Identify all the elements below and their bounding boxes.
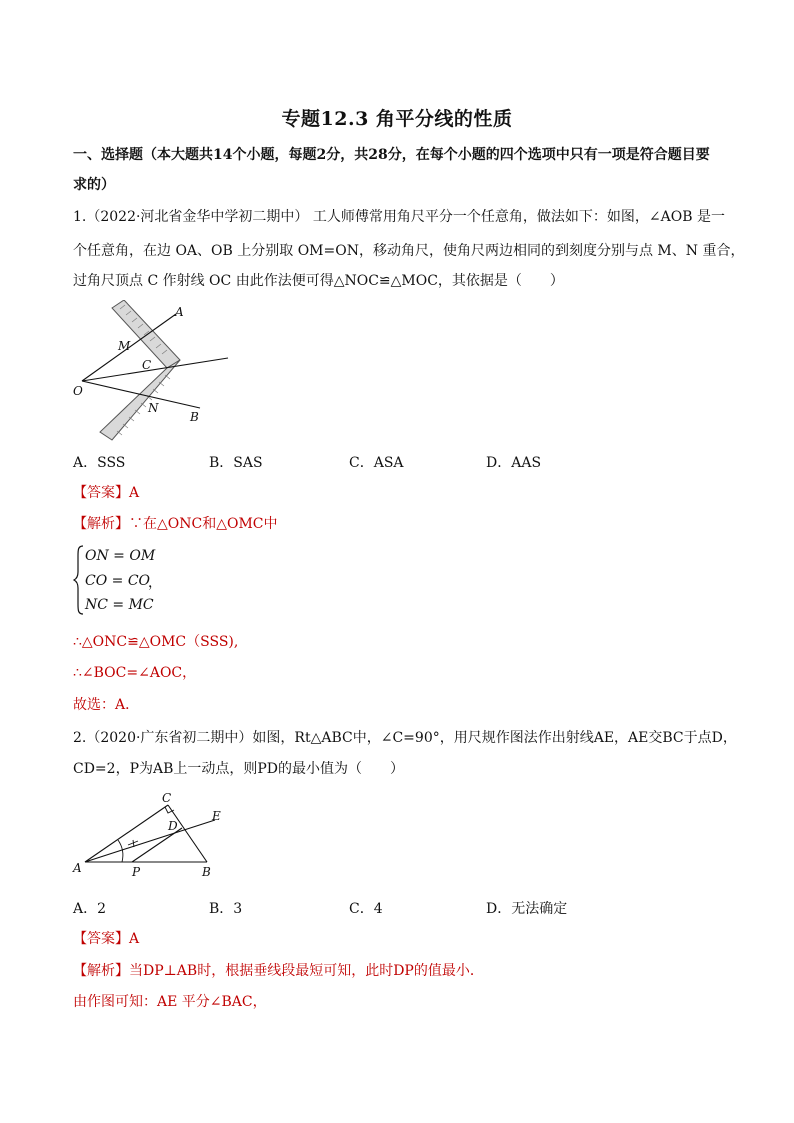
label-b: B <box>202 865 211 879</box>
section-heading-line2: 求的） <box>73 177 115 193</box>
q1-stem-line3: 过角尺顶点 C 作射线 OC 由此作法便可得△NOC≌△MOC，其依据是（ ） <box>73 273 564 289</box>
q2-option-b: B．3 <box>209 901 243 917</box>
label-n: N <box>148 401 159 415</box>
label-m: M <box>118 339 131 353</box>
q2-option-a: A．2 <box>73 901 107 917</box>
q2-analysis-2: 由作图可知：AE 平分∠BAC， <box>73 994 267 1010</box>
q1-stem-line2: 个任意角，在边 OA、OB 上分别取 OM=ON，移动角尺，使角尺两边相同的到刻度分别与点 M、N 重合， <box>73 243 745 259</box>
q1-equation-system <box>73 544 193 616</box>
q2-stem-line1: 2.（2020·广东省初二期中）如图，Rt△ABC中，∠C=90°，用尺规作图法作出射线AE，AE交BC于点D， <box>73 730 737 746</box>
q1-conclusion-1: ∴△ONC≌△OMC（SSS), <box>73 634 239 650</box>
q1-figure <box>70 300 230 445</box>
q1-stem-line1: 1.（2022·河北省金华中学初二期中） 工人师傅常用角尺平分一个任意角，做法如下：如图，∠AOB 是一 <box>73 209 725 225</box>
q1-analysis-intro: 【解析】∵在△ONC和△OMC中 <box>73 516 278 532</box>
q2-option-d: D．无法确定 <box>486 901 568 917</box>
q1-option-d: D．AAS <box>486 455 542 471</box>
brace-symbol <box>73 544 85 616</box>
q2-figure <box>70 790 230 880</box>
label-a: A <box>73 861 82 875</box>
q1-choose: 故选：A． <box>73 697 140 713</box>
q1-option-a: A．SSS <box>73 455 126 471</box>
q2-stem-line2: CD=2，P为AB上一动点，则PD的最小值为（ ） <box>73 761 405 777</box>
label-e: E <box>212 809 221 823</box>
q1-conclusion-2: ∴∠BOC=∠AOC， <box>73 665 197 681</box>
q1-option-b: B．SAS <box>209 455 263 471</box>
label-o: O <box>73 384 83 398</box>
side-ac <box>85 805 168 862</box>
system-comma: ， <box>148 575 162 591</box>
q1-answer: 【答案】A <box>73 485 140 501</box>
q2-analysis-1: 【解析】当DP⊥AB时，根据垂线段最短可知，此时DP的值最小． <box>73 963 484 979</box>
page-title: 专题12.3 角平分线的性质 <box>281 108 513 130</box>
label-d: D <box>168 819 178 833</box>
carpenter-square <box>100 300 180 440</box>
q2-option-c: C．4 <box>349 901 383 917</box>
label-p: P <box>132 865 141 879</box>
label-c: C <box>162 791 172 805</box>
system-row-3: NC = MC <box>85 597 154 613</box>
ray-ae <box>85 820 215 862</box>
system-row-2: CO = CO <box>85 573 151 589</box>
q2-answer: 【答案】A <box>73 931 140 947</box>
segment-pd <box>132 828 182 862</box>
label-a: A <box>175 305 184 319</box>
system-row-1: ON = OM <box>85 548 156 564</box>
ray-oc <box>82 358 228 381</box>
section-heading-line1: 一、选择题（本大题共14个小题，每题2分，共28分，在每个小题的四个选项中只有一项是符合题目要 <box>73 147 710 163</box>
label-c: C <box>142 358 152 372</box>
label-b: B <box>190 410 199 424</box>
q1-option-c: C．ASA <box>349 455 404 471</box>
